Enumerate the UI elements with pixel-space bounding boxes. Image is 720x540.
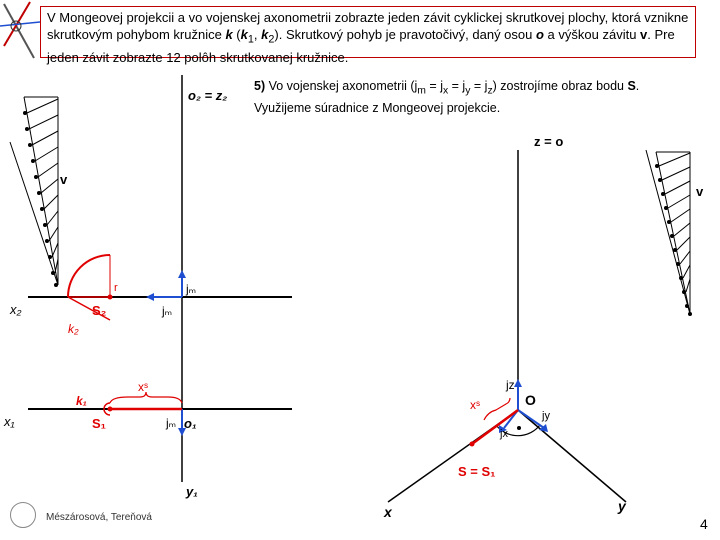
label-xs-right: xˢ (470, 398, 481, 412)
xs-brace-axo (484, 398, 510, 420)
label-jy: jy (542, 410, 550, 422)
footer-authors: Mészárosová, Tereňová (46, 512, 152, 523)
page-number: 4 (700, 516, 708, 532)
label-O: O (525, 392, 536, 408)
label-z-eq-o: z = o (534, 134, 564, 149)
label-r: r (114, 282, 118, 294)
pitch-triangle-right (646, 150, 690, 314)
label-xs-left: xˢ (138, 380, 149, 394)
label-jm-top: jₘ (186, 282, 197, 296)
label-o2-z2: o₂ = z₂ (188, 88, 228, 103)
point-S-axo (470, 442, 475, 447)
pitch-points-left (23, 111, 58, 287)
label-S-eq-S1: S = S₁ (458, 464, 496, 479)
footer-logo-icon (10, 502, 36, 528)
xs-segment-axo (472, 410, 518, 444)
axis-y-axo (518, 410, 626, 502)
angle-dot-axo (517, 426, 521, 430)
label-S2: S₂ (92, 303, 107, 318)
label-v-right: v (696, 184, 704, 199)
label-x-axis: x (384, 504, 392, 520)
label-x1: x₁ (4, 414, 15, 429)
label-x2: x₂ (10, 302, 22, 317)
step-description: 5) Vo vojenskej axonometrii $(j_m = j_x = j_y = j_z)$ zostrojíme obraz bodu S. Využijeme súradnice z Mongeovej projekcie. (254, 79, 640, 115)
label-S1: S₁ (92, 416, 107, 431)
jy-arrow (518, 410, 544, 428)
label-jm-bottom: jₘ (166, 416, 177, 430)
corner-logo-icon (0, 2, 40, 58)
label-jz: jz (506, 378, 515, 392)
label-o1: o₁ (184, 416, 197, 431)
label-k2: k₂ (68, 322, 79, 336)
label-v-left: v (60, 172, 68, 187)
label-y1: y₁ (186, 484, 198, 499)
task-description: V Mongeovej projekcii a vo vojenskej axonometrii zobrazte jeden závit cyklickej skrutkovej plochy, ktorá vznikne skrutkovým pohybom kružnice k ($k_1$, $k_2$). Skrutkový pohyb je pravotočivý, daný osou o a výškou závitu v. Pre jeden závit zobrazte 12 polôh skrutkovanej kružnice. (40, 6, 696, 58)
label-k1: k₁ (76, 394, 87, 408)
circle-k2-arc (68, 255, 110, 297)
label-jx: jx (500, 428, 508, 440)
label-y-axis: y (618, 498, 626, 514)
label-jm-mid: jₘ (162, 304, 173, 318)
